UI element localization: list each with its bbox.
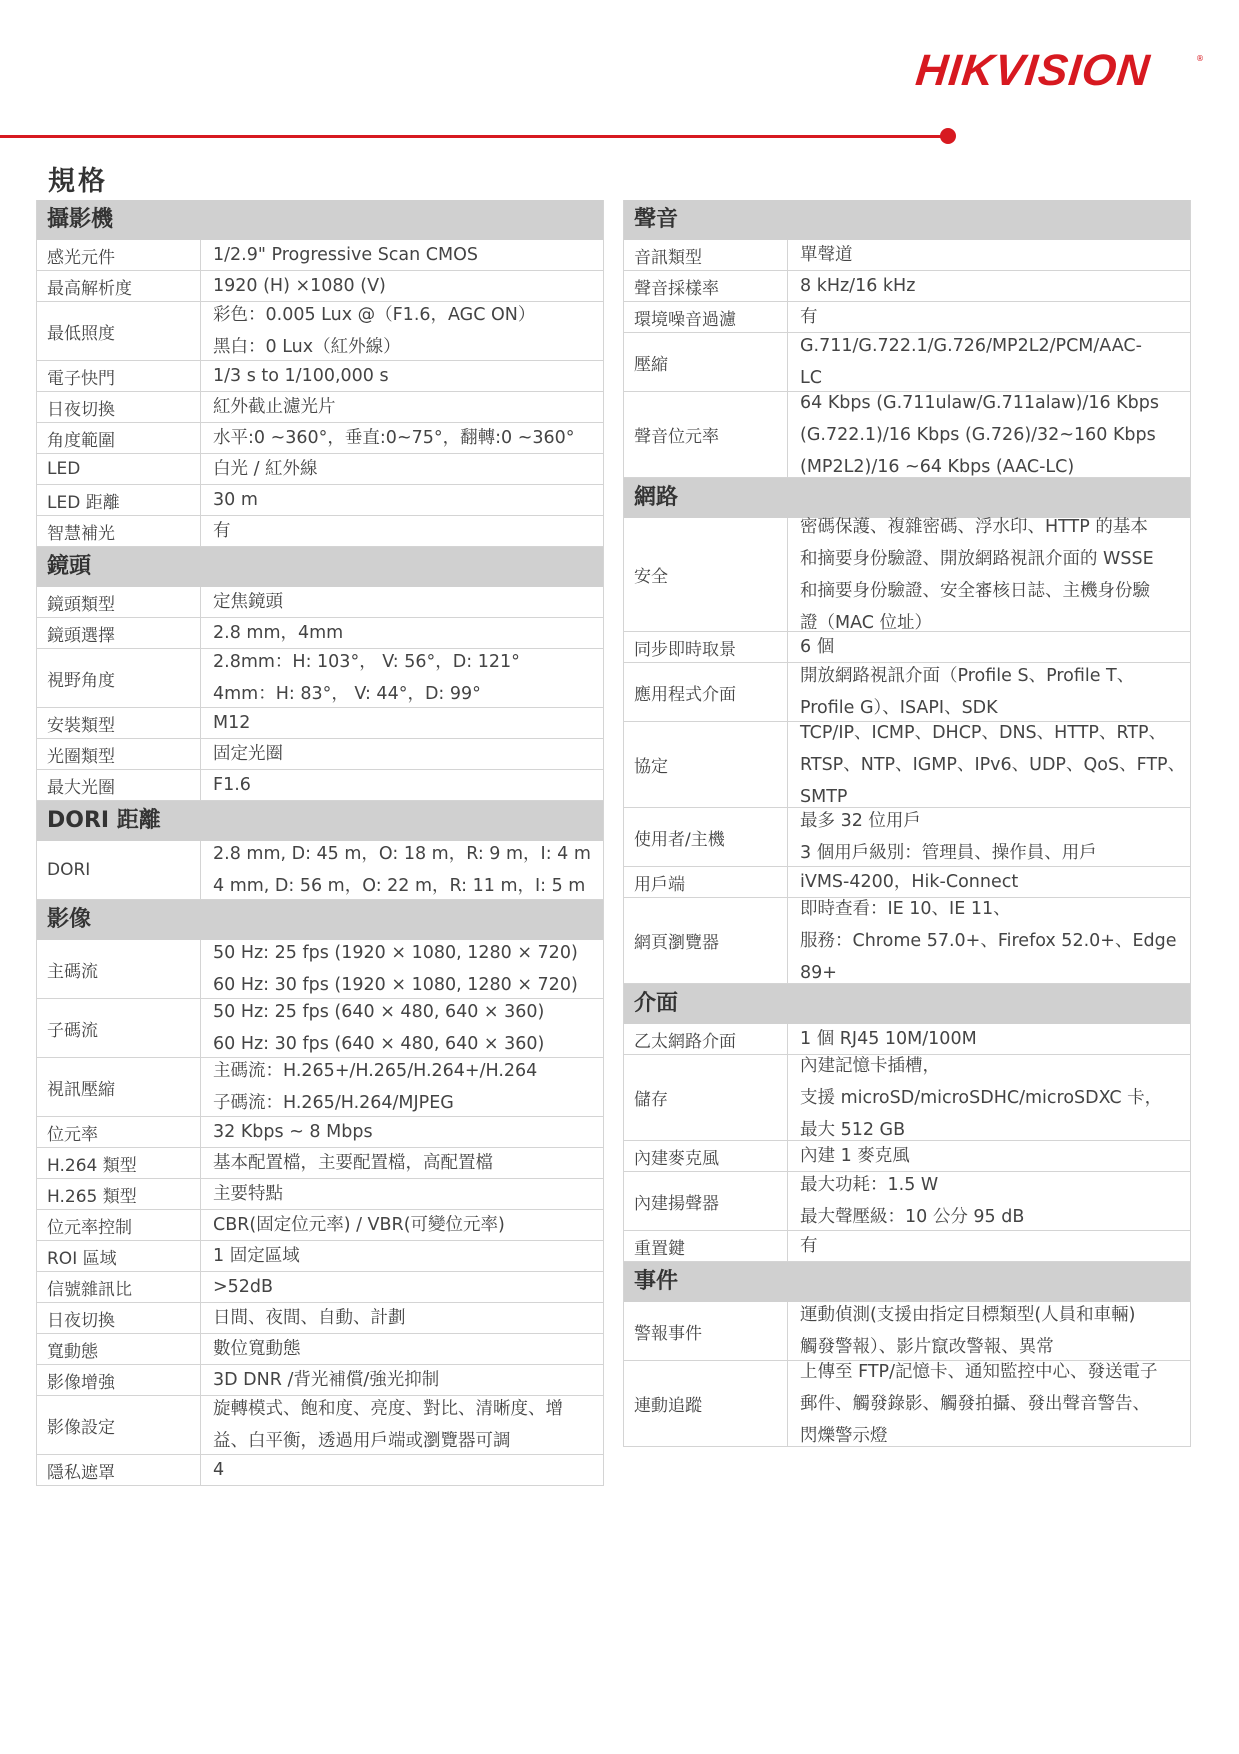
spec-row bbox=[624, 1055, 1190, 1141]
spec-value bbox=[201, 302, 603, 360]
spec-row bbox=[37, 999, 603, 1058]
spec-value bbox=[201, 454, 603, 484]
spec-value bbox=[201, 708, 603, 738]
spec-value-line: 即時查看：IE 10、IE 11、 bbox=[800, 898, 1011, 919]
spec-value bbox=[201, 1148, 603, 1178]
spec-value-line: 4 bbox=[213, 1460, 225, 1480]
spec-label: 應用程式介面 bbox=[624, 663, 788, 721]
spec-value-line: 主碼流：H.265+/H.265/H.264+/H.264 bbox=[213, 1061, 538, 1081]
section-camera bbox=[37, 200, 603, 547]
spec-label: 信號雜訊比 bbox=[37, 1272, 201, 1302]
spec-label: LED bbox=[37, 454, 201, 484]
spec-value bbox=[788, 632, 1190, 662]
spec-value bbox=[201, 271, 603, 301]
spec-value bbox=[788, 722, 1195, 807]
spec-label: 最大光圈 bbox=[37, 770, 201, 800]
section-header: 網路 bbox=[624, 478, 1190, 518]
spec-label: 同步即時取景 bbox=[624, 632, 788, 662]
section-header: 鏡頭 bbox=[37, 547, 603, 587]
spec-label: 鏡頭選擇 bbox=[37, 618, 201, 648]
spec-value-line: 30 m bbox=[213, 490, 258, 510]
spec-row bbox=[37, 618, 603, 649]
spec-label: 聲音採樣率 bbox=[624, 271, 788, 301]
spec-label: 子碼流 bbox=[37, 999, 201, 1057]
spec-row bbox=[37, 1117, 603, 1148]
spec-label: 警報事件 bbox=[624, 1302, 788, 1360]
spec-label: 光圈類型 bbox=[37, 739, 201, 769]
spec-value bbox=[201, 1272, 603, 1302]
spec-label: 用戶端 bbox=[624, 867, 788, 897]
spec-value bbox=[788, 663, 1190, 721]
spec-row bbox=[37, 240, 603, 271]
spec-value-line: 有 bbox=[800, 307, 818, 327]
page-title: 規格 bbox=[48, 166, 108, 197]
section-network bbox=[624, 478, 1190, 984]
spec-label: 位元率控制 bbox=[37, 1210, 201, 1240]
spec-value-line: M12 bbox=[213, 713, 251, 733]
spec-value-line: 基本配置檔，主要配置檔，高配置檔 bbox=[213, 1153, 493, 1173]
spec-value bbox=[201, 423, 603, 453]
spec-label: 日夜切換 bbox=[37, 392, 201, 422]
spec-label: DORI bbox=[37, 841, 201, 899]
spec-label: 內建麥克風 bbox=[624, 1141, 788, 1171]
spec-value bbox=[788, 271, 1190, 301]
spec-value-line: 定焦鏡頭 bbox=[213, 592, 283, 612]
spec-value-line: 最多 32 位用戶 bbox=[800, 811, 921, 831]
spec-value-line: 3D DNR /背光補償/強光抑制 bbox=[213, 1370, 440, 1390]
spec-label: 聲音位元率 bbox=[624, 392, 788, 477]
spec-row bbox=[37, 770, 603, 801]
spec-value-line: 紅外截止濾光片 bbox=[213, 397, 336, 417]
spec-row bbox=[37, 361, 603, 392]
spec-value bbox=[788, 1361, 1190, 1446]
spec-label: 電子快門 bbox=[37, 361, 201, 391]
spec-value bbox=[788, 240, 1190, 270]
spec-value-line: 和摘要身份驗證、安全審核日誌、主機身份驗 bbox=[800, 580, 1150, 601]
spec-value-line: 數位寬動態 bbox=[213, 1339, 301, 1359]
spec-label: 視野角度 bbox=[37, 649, 201, 707]
spec-value-line: 彩色：0.005 Lux @（F1.6，AGC ON） bbox=[213, 305, 536, 325]
spec-label: 壓縮 bbox=[624, 333, 788, 391]
spec-value-line: 4 mm, D: 56 m，O: 22 m，R: 11 m，I: 5 m bbox=[213, 876, 586, 896]
spec-value-line: 固定光圈 bbox=[213, 744, 283, 764]
spec-row bbox=[37, 649, 603, 708]
spec-value bbox=[201, 1241, 603, 1271]
spec-value bbox=[201, 485, 603, 515]
spec-label: 角度範圍 bbox=[37, 423, 201, 453]
spec-value-line: TCP/IP、ICMP、DHCP、DNS、HTTP、RTP、 bbox=[800, 722, 1167, 743]
spec-value-line: (G.722.1)/16 Kbps (G.726)/32~160 Kbps bbox=[800, 424, 1156, 445]
spec-value-line: 郵件、觸發錄影、觸發拍攝、發出聲音警告、 bbox=[800, 1393, 1150, 1414]
spec-label: 協定 bbox=[624, 722, 788, 807]
spec-value-line: 運動偵測(支援由指定目標類型(人員和車輛) bbox=[800, 1305, 1136, 1325]
spec-value-line: 和摘要身份驗證、開放網路視訊介面的 WSSE bbox=[800, 548, 1154, 569]
spec-value-line: 內建 1 麥克風 bbox=[800, 1146, 910, 1166]
spec-label: 感光元件 bbox=[37, 240, 201, 270]
section-header: 攝影機 bbox=[37, 200, 603, 240]
spec-value-line: 白光 / 紅外線 bbox=[213, 459, 318, 479]
spec-row bbox=[37, 1179, 603, 1210]
spec-value-line: 內建記憶卡插槽， bbox=[800, 1055, 940, 1076]
spec-label: 安裝類型 bbox=[37, 708, 201, 738]
spec-label: LED 距離 bbox=[37, 485, 201, 515]
spec-row bbox=[37, 423, 603, 454]
spec-label: 主碼流 bbox=[37, 940, 201, 998]
spec-label: 使用者/主機 bbox=[624, 808, 788, 866]
spec-label: 鏡頭類型 bbox=[37, 587, 201, 617]
spec-label: 網頁瀏覽器 bbox=[624, 898, 788, 983]
spec-value bbox=[201, 649, 603, 707]
spec-label: 儲存 bbox=[624, 1055, 788, 1140]
spec-value-line: SMTP bbox=[800, 786, 848, 807]
spec-label: ROI 區域 bbox=[37, 1241, 201, 1271]
spec-value bbox=[201, 587, 603, 617]
spec-label: 日夜切換 bbox=[37, 1303, 201, 1333]
spec-row bbox=[624, 333, 1190, 392]
spec-label: 影像增強 bbox=[37, 1365, 201, 1395]
spec-value-line: 60 Hz: 30 fps (640 × 480, 640 × 360) bbox=[213, 1034, 545, 1054]
spec-value-line: 2.8 mm, D: 45 m，O: 18 m，R: 9 m，I: 4 m bbox=[213, 844, 591, 864]
spec-label: 寬動態 bbox=[37, 1334, 201, 1364]
spec-row bbox=[624, 518, 1190, 632]
spec-value bbox=[788, 518, 1190, 631]
spec-row bbox=[37, 1396, 603, 1455]
spec-row bbox=[37, 271, 603, 302]
section-header: 事件 bbox=[624, 1262, 1190, 1302]
spec-value bbox=[788, 333, 1190, 391]
spec-value-line: 有 bbox=[213, 521, 231, 541]
spec-value-line: 60 Hz: 30 fps (1920 × 1080, 1280 × 720) bbox=[213, 975, 578, 995]
spec-row bbox=[624, 240, 1190, 271]
spec-row bbox=[624, 302, 1190, 333]
left-spec-column bbox=[36, 200, 604, 1486]
spec-value bbox=[201, 240, 603, 270]
spec-label: 環境噪音過濾 bbox=[624, 302, 788, 332]
spec-value-line: 密碼保護、複雜密碼、浮水印、HTTP 的基本 bbox=[800, 516, 1148, 537]
spec-label: 視訊壓縮 bbox=[37, 1058, 201, 1116]
spec-value-line: 89+ bbox=[800, 962, 837, 983]
spec-value-line: 1/2.9" Progressive Scan CMOS bbox=[213, 245, 479, 265]
spec-row bbox=[37, 1058, 603, 1117]
spec-value-line: 服務：Chrome 57.0+、Firefox 52.0+、Edge bbox=[800, 930, 1177, 951]
spec-value-line: 單聲道 bbox=[800, 245, 853, 265]
spec-row bbox=[624, 722, 1190, 808]
section-header: 聲音 bbox=[624, 200, 1190, 240]
spec-value-line: F1.6 bbox=[213, 775, 251, 795]
spec-value-line: 1 固定區域 bbox=[213, 1246, 300, 1266]
spec-label: 內建揚聲器 bbox=[624, 1172, 788, 1230]
spec-row bbox=[624, 1141, 1190, 1172]
spec-value bbox=[201, 361, 603, 391]
spec-row bbox=[624, 1172, 1190, 1231]
spec-row bbox=[37, 485, 603, 516]
spec-row bbox=[624, 898, 1190, 984]
spec-value-line: 8 kHz/16 kHz bbox=[800, 276, 916, 296]
spec-value bbox=[201, 841, 603, 899]
spec-value-line: 有 bbox=[800, 1236, 818, 1256]
spec-value bbox=[788, 1302, 1190, 1360]
spec-row bbox=[37, 739, 603, 770]
spec-value-line: 1/3 s to 1/100,000 s bbox=[213, 366, 389, 386]
spec-row bbox=[37, 708, 603, 739]
section-header: 影像 bbox=[37, 900, 603, 940]
spec-value-line: 最大功耗：1.5 W bbox=[800, 1175, 939, 1195]
spec-value-line: 子碼流：H.265/H.264/MJPEG bbox=[213, 1093, 454, 1113]
spec-row bbox=[37, 1241, 603, 1272]
spec-value bbox=[788, 1172, 1190, 1230]
spec-label: 最低照度 bbox=[37, 302, 201, 360]
spec-value-line: CBR(固定位元率) / VBR(可變位元率) bbox=[213, 1215, 505, 1235]
header-divider-dot bbox=[940, 128, 956, 144]
spec-value bbox=[201, 1334, 603, 1364]
spec-value-line: 最大聲壓級：10 公分 95 dB bbox=[800, 1207, 1025, 1227]
spec-value bbox=[788, 392, 1190, 477]
spec-row bbox=[37, 1334, 603, 1365]
spec-value-line: 益、白平衡，透過用戶端或瀏覽器可調 bbox=[213, 1431, 511, 1451]
spec-value-line: 觸發警報）、影片竄改警報、異常 bbox=[800, 1337, 1054, 1357]
spec-value-line: 4mm：H: 83°， V: 44°，D: 99° bbox=[213, 684, 481, 704]
spec-row bbox=[624, 392, 1190, 478]
spec-value-line: 主要特點 bbox=[213, 1184, 283, 1204]
spec-value-line: RTSP、NTP、IGMP、IPv6、UDP、QoS、FTP、 bbox=[800, 754, 1186, 775]
spec-label: 智慧補光 bbox=[37, 516, 201, 546]
spec-value-line: 2.8mm：H: 103°， V: 56°，D: 121° bbox=[213, 652, 520, 672]
spec-value bbox=[201, 1365, 603, 1395]
spec-row bbox=[37, 454, 603, 485]
spec-value bbox=[201, 1455, 603, 1485]
spec-row bbox=[624, 808, 1190, 867]
spec-value-line: G.711/G.722.1/G.726/MP2L2/PCM/AAC- bbox=[800, 336, 1142, 356]
spec-row bbox=[624, 1231, 1190, 1262]
spec-value bbox=[788, 898, 1190, 983]
spec-row bbox=[624, 632, 1190, 663]
spec-value-line: 日間、夜間、自動、計劃 bbox=[213, 1308, 406, 1328]
spec-value-line: 支援 microSD/microSDHC/microSDXC 卡， bbox=[800, 1087, 1163, 1108]
spec-value-line: 1 個 RJ45 10M/100M bbox=[800, 1029, 977, 1049]
section-interface bbox=[624, 984, 1190, 1262]
spec-label: 音訊類型 bbox=[624, 240, 788, 270]
spec-row bbox=[37, 1210, 603, 1241]
spec-row bbox=[37, 302, 603, 361]
spec-value bbox=[201, 618, 603, 648]
spec-value-line: 閃爍警示燈 bbox=[800, 1425, 888, 1446]
spec-value bbox=[788, 808, 1190, 866]
spec-value-line: >52dB bbox=[213, 1277, 274, 1297]
spec-row bbox=[624, 663, 1190, 722]
spec-value bbox=[201, 739, 603, 769]
section-header: 介面 bbox=[624, 984, 1190, 1024]
spec-row bbox=[37, 587, 603, 618]
spec-value-line: (MP2L2)/16 ~64 Kbps (AAC-LC) bbox=[800, 456, 1075, 477]
spec-value bbox=[201, 392, 603, 422]
spec-label: 影像設定 bbox=[37, 1396, 201, 1454]
spec-value-line: 開放網路視訊介面（Profile S、Profile T、 bbox=[800, 666, 1135, 686]
spec-value bbox=[788, 302, 1190, 332]
spec-value bbox=[201, 1058, 603, 1116]
section-image bbox=[37, 900, 603, 1486]
spec-value-line: LC bbox=[800, 368, 822, 388]
spec-label: 安全 bbox=[624, 518, 788, 631]
spec-value-line: 6 個 bbox=[800, 637, 835, 657]
spec-value bbox=[201, 1396, 603, 1454]
spec-row bbox=[37, 1272, 603, 1303]
spec-row bbox=[37, 1365, 603, 1396]
spec-value-line: 證（MAC 位址） bbox=[800, 612, 933, 633]
spec-value bbox=[201, 1210, 603, 1240]
spec-value-line: 32 Kbps ~ 8 Mbps bbox=[213, 1122, 373, 1142]
spec-value bbox=[788, 1141, 1190, 1171]
spec-value-line: 50 Hz: 25 fps (1920 × 1080, 1280 × 720) bbox=[213, 943, 578, 963]
hikvision-logo: HIKVISION bbox=[913, 46, 1153, 95]
spec-value bbox=[201, 940, 603, 998]
spec-value-line: iVMS-4200，Hik-Connect bbox=[800, 872, 1019, 892]
header-divider bbox=[0, 135, 942, 138]
spec-value bbox=[201, 1303, 603, 1333]
spec-label: 位元率 bbox=[37, 1117, 201, 1147]
spec-row bbox=[624, 1302, 1190, 1361]
spec-value bbox=[788, 1231, 1190, 1261]
spec-value bbox=[201, 770, 603, 800]
registered-mark: ® bbox=[1196, 54, 1204, 63]
spec-label: 乙太網路介面 bbox=[624, 1024, 788, 1054]
spec-label: 隱私遮罩 bbox=[37, 1455, 201, 1485]
spec-row bbox=[37, 1148, 603, 1179]
section-header: DORI 距離 bbox=[37, 801, 603, 841]
spec-row bbox=[37, 1303, 603, 1334]
spec-value-line: 黑白：0 Lux（紅外線） bbox=[213, 337, 401, 357]
spec-value-line: 1920 (H) ×1080 (V) bbox=[213, 276, 386, 296]
spec-value bbox=[201, 999, 603, 1057]
spec-label: H.264 類型 bbox=[37, 1148, 201, 1178]
spec-row bbox=[37, 940, 603, 999]
spec-row bbox=[37, 392, 603, 423]
section-lens bbox=[37, 547, 603, 801]
section-event bbox=[624, 1262, 1190, 1447]
spec-value-line: 上傳至 FTP/記憶卡、通知監控中心、發送電子 bbox=[800, 1361, 1158, 1382]
spec-value bbox=[201, 1179, 603, 1209]
spec-label: 重置鍵 bbox=[624, 1231, 788, 1261]
spec-value-line: 旋轉模式、飽和度、亮度、對比、清晰度、增 bbox=[213, 1399, 563, 1419]
spec-value bbox=[201, 516, 603, 546]
right-spec-column bbox=[623, 200, 1191, 1447]
section-dori bbox=[37, 801, 603, 900]
spec-label: 連動追蹤 bbox=[624, 1361, 788, 1446]
spec-value-line: 2.8 mm，4mm bbox=[213, 623, 344, 643]
spec-value bbox=[788, 1055, 1190, 1140]
spec-label: 最高解析度 bbox=[37, 271, 201, 301]
spec-row bbox=[624, 1361, 1190, 1447]
spec-row bbox=[37, 841, 603, 900]
spec-value-line: 64 Kbps (G.711ulaw/G.711alaw)/16 Kbps bbox=[800, 392, 1159, 413]
spec-row bbox=[37, 1455, 603, 1486]
spec-label: H.265 類型 bbox=[37, 1179, 201, 1209]
spec-value bbox=[201, 1117, 603, 1147]
spec-row bbox=[37, 516, 603, 547]
spec-value-line: Profile G）、ISAPI、SDK bbox=[800, 698, 998, 718]
spec-value-line: 水平:0 ~360°，垂直:0~75°，翻轉:0 ~360° bbox=[213, 428, 575, 448]
spec-value-line: 50 Hz: 25 fps (640 × 480, 640 × 360) bbox=[213, 1002, 545, 1022]
spec-row bbox=[624, 271, 1190, 302]
spec-value-line: 最大 512 GB bbox=[800, 1119, 906, 1140]
spec-value-line: 3 個用戶級別：管理員、操作員、用戶 bbox=[800, 843, 1097, 863]
section-audio bbox=[624, 200, 1190, 478]
